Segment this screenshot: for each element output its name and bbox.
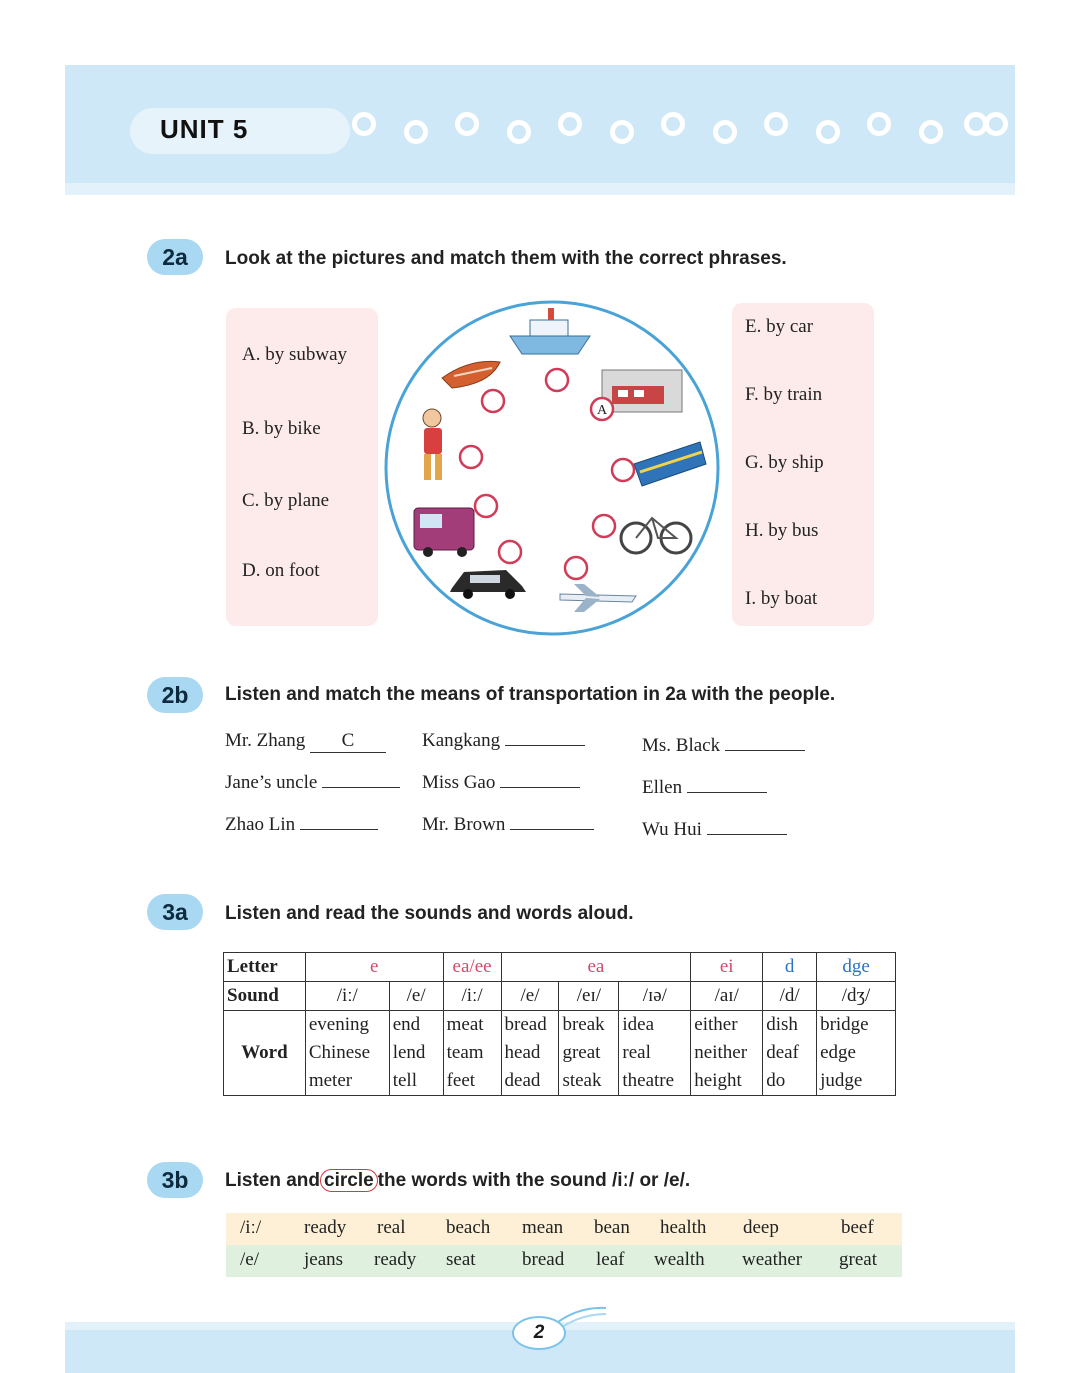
word-cell: judge <box>817 1067 896 1096</box>
sound-cell: /e/ <box>501 982 559 1011</box>
word-option[interactable]: ready <box>304 1217 347 1238</box>
word-cell: deaf <box>763 1039 817 1067</box>
word-cell: edge <box>817 1039 896 1067</box>
section-2a-badge: 2a <box>147 239 203 275</box>
section-3b-instruction: Listen and circle the words with the sound /iː/ or /e/. <box>225 1170 691 1191</box>
word-option[interactable]: wealth <box>654 1249 705 1270</box>
answer-blank[interactable]: C <box>310 730 386 753</box>
section-3a-instruction: Listen and read the sounds and words aloud. <box>225 903 634 924</box>
word-row <box>224 1011 896 1040</box>
sound-cell: /e/ <box>389 982 443 1011</box>
word-option[interactable]: beach <box>446 1217 491 1238</box>
word-cell: team <box>443 1039 501 1067</box>
sounds-table <box>223 952 896 1096</box>
person-ellen: Ellen <box>642 777 767 799</box>
sound-row <box>224 982 896 1011</box>
person-zhao-lin: Zhao Lin <box>225 814 378 836</box>
option-d: D. on foot <box>242 560 320 581</box>
person-janes-uncle: Jane’s uncle <box>225 772 400 794</box>
answer-blank[interactable] <box>687 792 767 793</box>
word-option[interactable]: mean <box>522 1217 564 1238</box>
person-ms-black: Ms. Black <box>642 735 805 757</box>
letter-cell: ea <box>501 953 691 982</box>
option-b: B. by bike <box>242 418 321 439</box>
answer-blank[interactable] <box>322 787 400 788</box>
option-i: I. by boat <box>745 588 818 609</box>
word-cell: theatre <box>619 1067 691 1096</box>
word-cell: neither <box>691 1039 763 1067</box>
section-3b-badge: 3b <box>147 1162 203 1198</box>
subway-icon <box>602 370 682 412</box>
letter-cell: ei <box>691 953 763 982</box>
sound-cell: /dʒ/ <box>817 982 896 1011</box>
option-e: E. by car <box>745 316 814 337</box>
answer-blank[interactable] <box>300 829 378 830</box>
sound-cell: /eɪ/ <box>559 982 619 1011</box>
word-option[interactable]: leaf <box>596 1249 625 1270</box>
person-wu-hui: Wu Hui <box>642 819 787 841</box>
word-cell: do <box>763 1067 817 1096</box>
letter-cell: d <box>763 953 817 982</box>
word-option[interactable]: weather <box>742 1249 803 1270</box>
letter-cell: dge <box>817 953 896 982</box>
word-cell: meat <box>443 1011 501 1040</box>
word-option[interactable]: bean <box>594 1217 630 1238</box>
word-option[interactable]: great <box>839 1249 877 1270</box>
person-miss-gao: Miss Gao <box>422 772 580 794</box>
word-cell: head <box>501 1039 559 1067</box>
letter-label: Letter <box>224 953 306 982</box>
circle-word: circle <box>320 1169 378 1192</box>
word-cell: evening <box>305 1011 389 1040</box>
sound-cell: /aɪ/ <box>691 982 763 1011</box>
sound-cell: /iː/ <box>443 982 501 1011</box>
example-answer-label: A <box>596 403 608 418</box>
word-cell: break <box>559 1011 619 1040</box>
word-option[interactable]: seat <box>446 1249 476 1270</box>
sound-row-long-e <box>226 1213 902 1245</box>
option-h: H. by bus <box>745 520 819 541</box>
person-kangkang: Kangkang <box>422 730 585 752</box>
word-cell: end <box>389 1011 443 1040</box>
decorative-rings <box>352 112 1012 152</box>
word-option[interactable]: beef <box>841 1217 874 1238</box>
section-3a-badge: 3a <box>147 894 203 930</box>
header-band-lower <box>65 183 1015 195</box>
page-number: 2 <box>512 1316 566 1350</box>
unit-title: UNIT 5 <box>160 114 249 144</box>
option-a: A. by subway <box>242 344 348 365</box>
option-f: F. by train <box>745 384 823 405</box>
answer-blank[interactable] <box>725 750 805 751</box>
word-cell: real <box>619 1039 691 1067</box>
sound-cell: /ɪə/ <box>619 982 691 1011</box>
word-cell: dish <box>763 1011 817 1040</box>
word-cell: great <box>559 1039 619 1067</box>
section-2a-instruction: Look at the pictures and match them with the correct phrases. <box>225 248 787 269</box>
letter-cell: ea/ee <box>443 953 501 982</box>
answer-blank[interactable] <box>510 829 594 830</box>
word-cell: height <box>691 1067 763 1096</box>
sound-row-short-e <box>226 1245 902 1277</box>
sound-label: Sound <box>224 982 306 1011</box>
word-cell: feet <box>443 1067 501 1096</box>
letter-cell: e <box>305 953 443 982</box>
word-row <box>224 1067 896 1096</box>
word-option[interactable]: health <box>660 1217 707 1238</box>
sound-cell: /d/ <box>763 982 817 1011</box>
word-cell: bridge <box>817 1011 896 1040</box>
word-option[interactable]: deep <box>743 1217 779 1238</box>
bus-icon <box>414 508 474 557</box>
word-option[interactable]: jeans <box>304 1249 344 1270</box>
word-cell: dead <box>501 1067 559 1096</box>
word-label: Word <box>224 1011 306 1096</box>
word-cell: bread <box>501 1011 559 1040</box>
answer-blank[interactable] <box>707 834 787 835</box>
option-c: C. by plane <box>242 490 330 511</box>
person-mr-brown: Mr. Brown <box>422 814 594 836</box>
word-cell: lend <box>389 1039 443 1067</box>
section-2b-badge: 2b <box>147 677 203 713</box>
word-cell: Chinese <box>305 1039 389 1067</box>
word-cell: meter <box>305 1067 389 1096</box>
word-cell: steak <box>559 1067 619 1096</box>
sound-cell: /iː/ <box>305 982 389 1011</box>
transport-circle-diagram <box>380 296 726 642</box>
section-2b-instruction: Listen and match the means of transportation in 2a with the people. <box>225 684 836 705</box>
letter-row <box>224 953 896 982</box>
word-option[interactable]: ready <box>374 1249 417 1270</box>
option-g: G. by ship <box>745 452 824 473</box>
word-option[interactable]: bread <box>522 1249 565 1270</box>
word-cell: tell <box>389 1067 443 1096</box>
word-option[interactable]: real <box>377 1217 406 1238</box>
answer-blank[interactable] <box>505 745 585 746</box>
answer-blank[interactable] <box>500 787 580 788</box>
person-mr-zhang: Mr. Zhang C <box>225 730 386 753</box>
word-row <box>224 1039 896 1067</box>
word-cell: idea <box>619 1011 691 1040</box>
word-cell: either <box>691 1011 763 1040</box>
row-sound: /e/ <box>240 1249 259 1270</box>
row-sound: /iː/ <box>240 1217 262 1238</box>
